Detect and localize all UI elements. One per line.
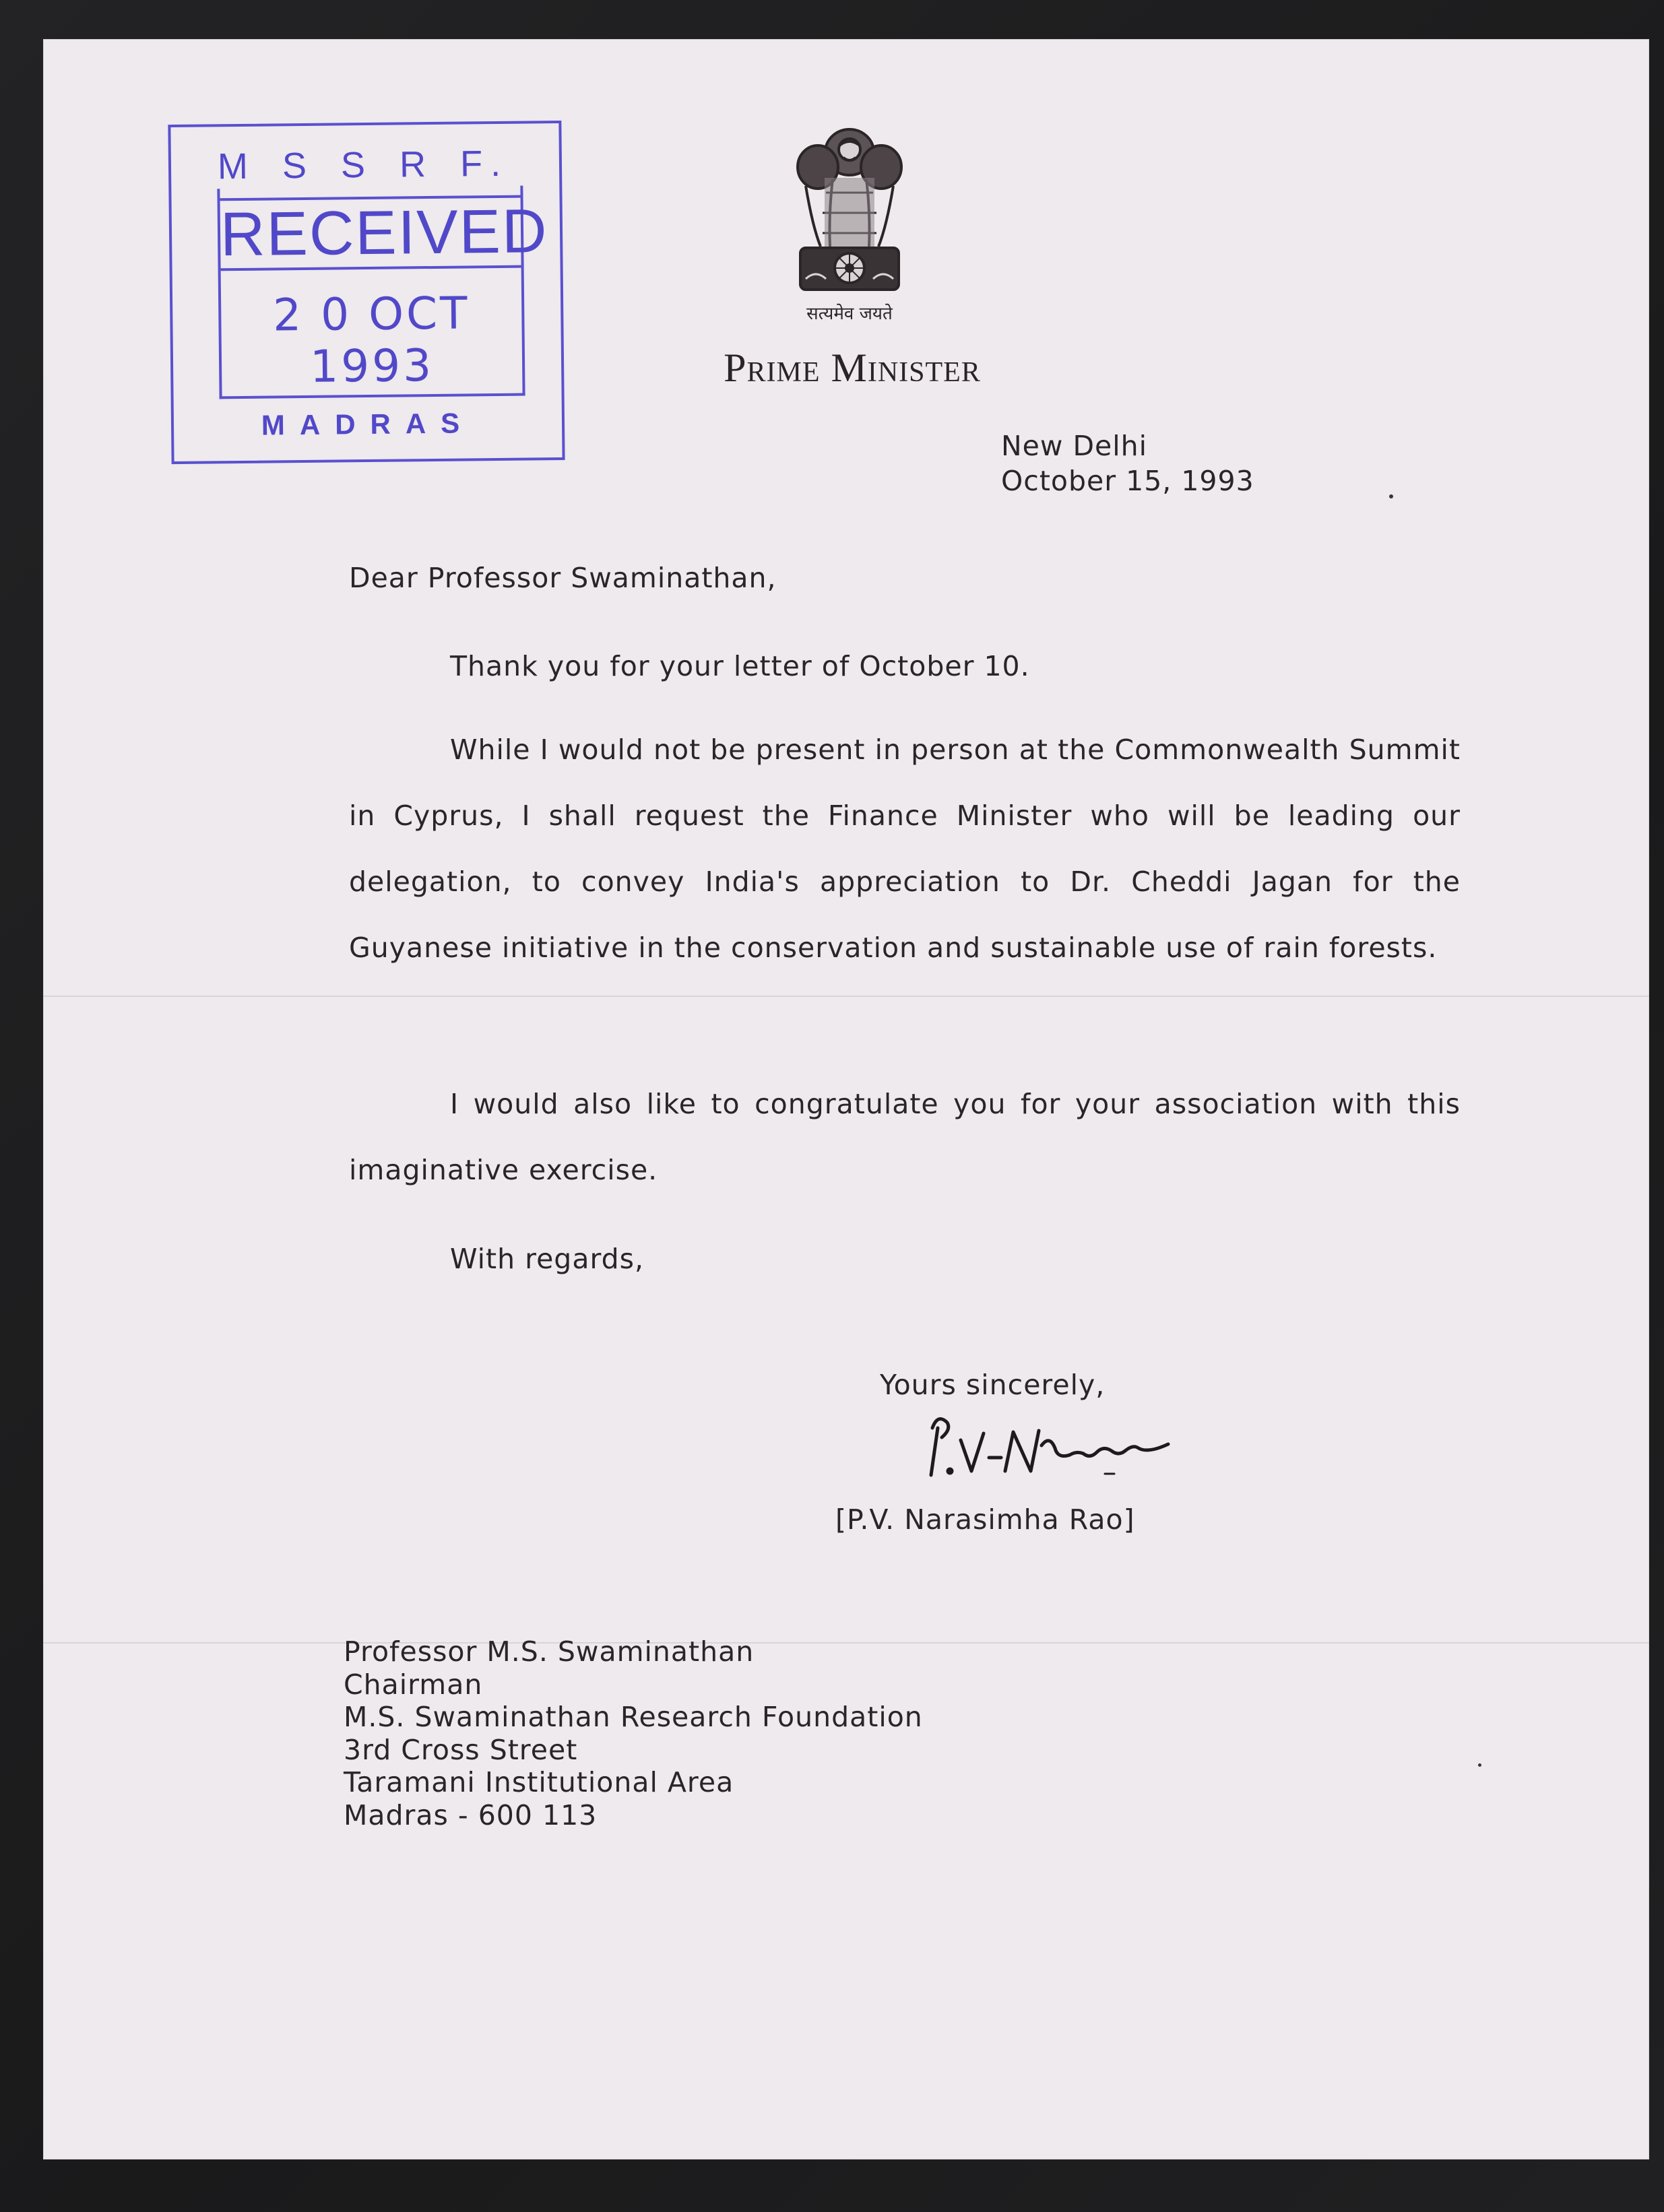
body-paragraph: While I would not be present in person at the Commonwealth Summit in Cyprus, I shall request the Finance Minister who will be leading our delegation, to convey India's appreciation to Dr. Cheddi Jagan for the Guyanese initiative in the conservation and sustainable use of rain forests. xyxy=(349,734,1461,964)
stamp-city: MADRAS xyxy=(261,407,475,441)
body-paragraph: I would also like to congratulate you for your association with this imaginative exercise. xyxy=(349,1088,1461,1186)
body-paragraph: With regards, xyxy=(450,1243,645,1275)
address-line: M.S. Swaminathan Research Foundation xyxy=(344,1701,923,1733)
paper-speck xyxy=(1389,494,1393,498)
letter-place: New Delhi xyxy=(1001,430,1148,462)
fold-line xyxy=(43,996,1649,997)
closing: Yours sincerely, xyxy=(880,1369,1106,1401)
emblem-motto: सत्यमेव जयते xyxy=(806,304,893,324)
letterhead-office-title: Prime Minister xyxy=(724,346,981,390)
address-line: Madras - 600 113 xyxy=(344,1798,598,1831)
received-stamp xyxy=(168,121,567,467)
stamp-received-label: RECEIVED xyxy=(220,195,521,271)
address-line: Chairman xyxy=(344,1668,483,1701)
recipient-address xyxy=(344,1635,923,1831)
address-line: Professor M.S. Swaminathan xyxy=(344,1635,755,1668)
signer-name: [P.V. Narasimha Rao] xyxy=(835,1503,1135,1536)
stamp-date: 2 0 OCT 1993 xyxy=(272,287,470,393)
place-date-block xyxy=(1001,428,1254,498)
body-paragraph: Thank you for your letter of October 10. xyxy=(450,650,1030,682)
stamp-organization: M S S R F. xyxy=(217,143,513,187)
address-line: Taramani Institutional Area xyxy=(344,1766,734,1798)
handwritten-signature xyxy=(922,1401,1205,1489)
letter-date: October 15, 1993 xyxy=(1001,465,1254,497)
national-emblem-icon xyxy=(786,119,914,321)
address-line: 3rd Cross Street xyxy=(344,1733,578,1766)
salutation: Dear Professor Swaminathan, xyxy=(349,562,777,594)
paper-speck xyxy=(1478,1763,1481,1767)
